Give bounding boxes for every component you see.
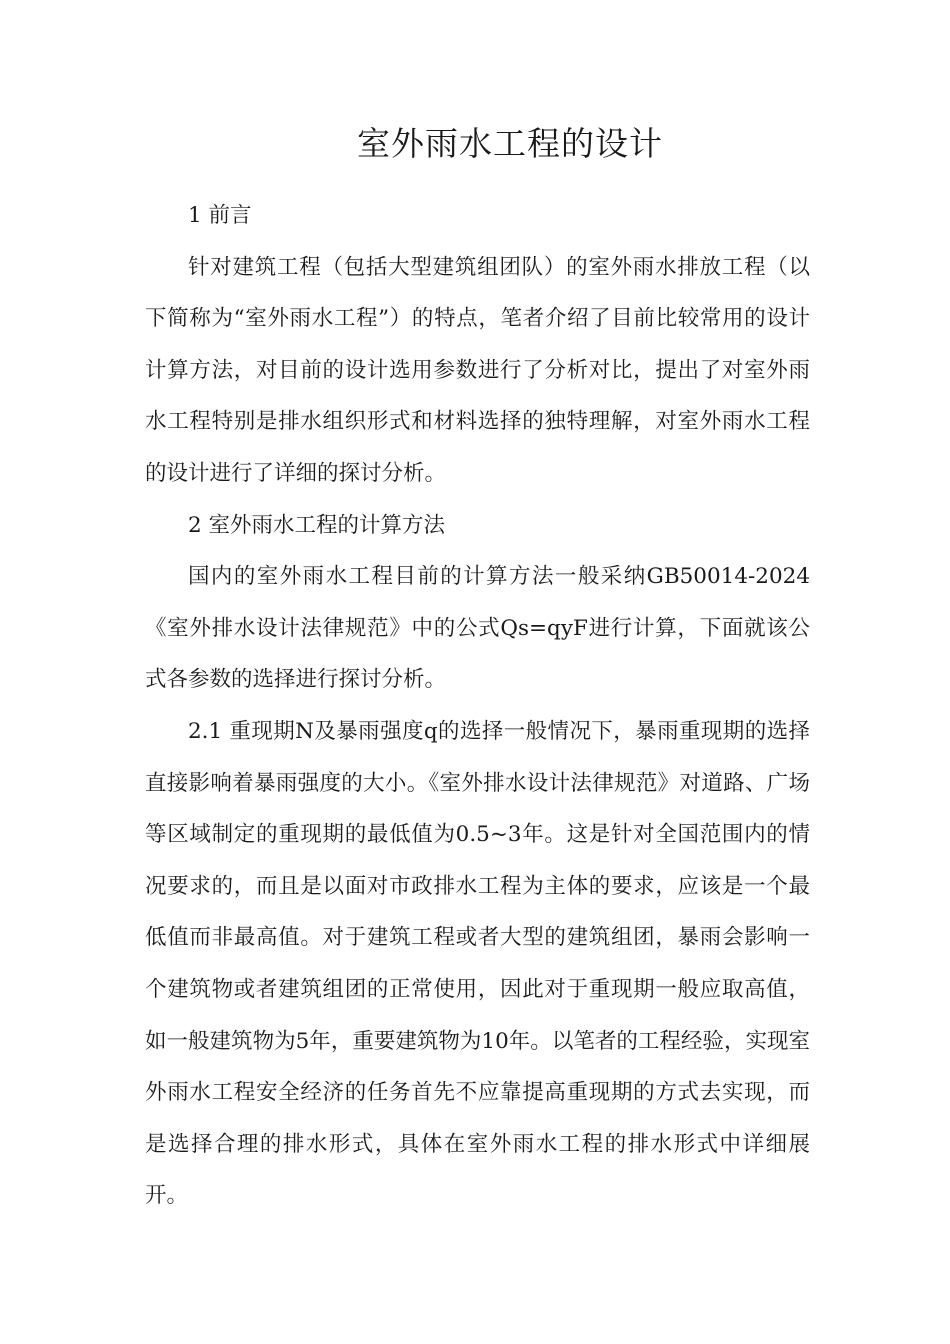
section-heading-introduction: 1 前言 (188, 203, 252, 228)
paragraph-introduction: 针对建筑工程（包括大型建筑组团队）的室外雨水排放工程（以下简称为“室外雨水工程”）的特点，笔者介绍了目前比较常用的设计计算方法，对目前的设计选用参数进行了分析对比，提出了对室外雨水工程特别是排水组织形式和材料选择的独特理解，对室外雨水工程的设计进行了详细的探讨分析。 (145, 254, 810, 486)
section-heading-calculation-method: 2 室外雨水工程的计算方法 (188, 512, 446, 538)
document-body (145, 190, 810, 1222)
document-title: 室外雨水工程的设计 (357, 124, 663, 163)
paragraph-formula: 国内的室外雨水工程目前的计算方法一般采纳GB50014-2024《室外排水设计法律规范》中的公式Qs=qyF进行计算，下面就该公式各参数的选择进行探讨分析。 (145, 564, 810, 693)
paragraph-return-period: 2.1 重现期N及暴雨强度q的选择一般情况下，暴雨重现期的选择直接影响着暴雨强度的大小。《室外排水设计法律规范》对道路、广场等区域制定的重现期的最低值为0.5~3年。这是针对全国范围内的情况要求的，而且是以面对市政排水工程为主体的要求，应该是一个最低值而非最高值。对于建筑工程或者大型的建筑组团，暴雨会影响一个建筑物或者建筑组团的正常使用，因此对于重现期一般应取高值，如一般建筑物为5年，重要建筑物为10年。以笔者的工程经验，实现室外雨水工程安全经济的任务首先不应靠提高重现期的方式去实现，而是选择合理的排水形式，具体在室外雨水工程的排水形式中详细展开。 (145, 718, 810, 1209)
